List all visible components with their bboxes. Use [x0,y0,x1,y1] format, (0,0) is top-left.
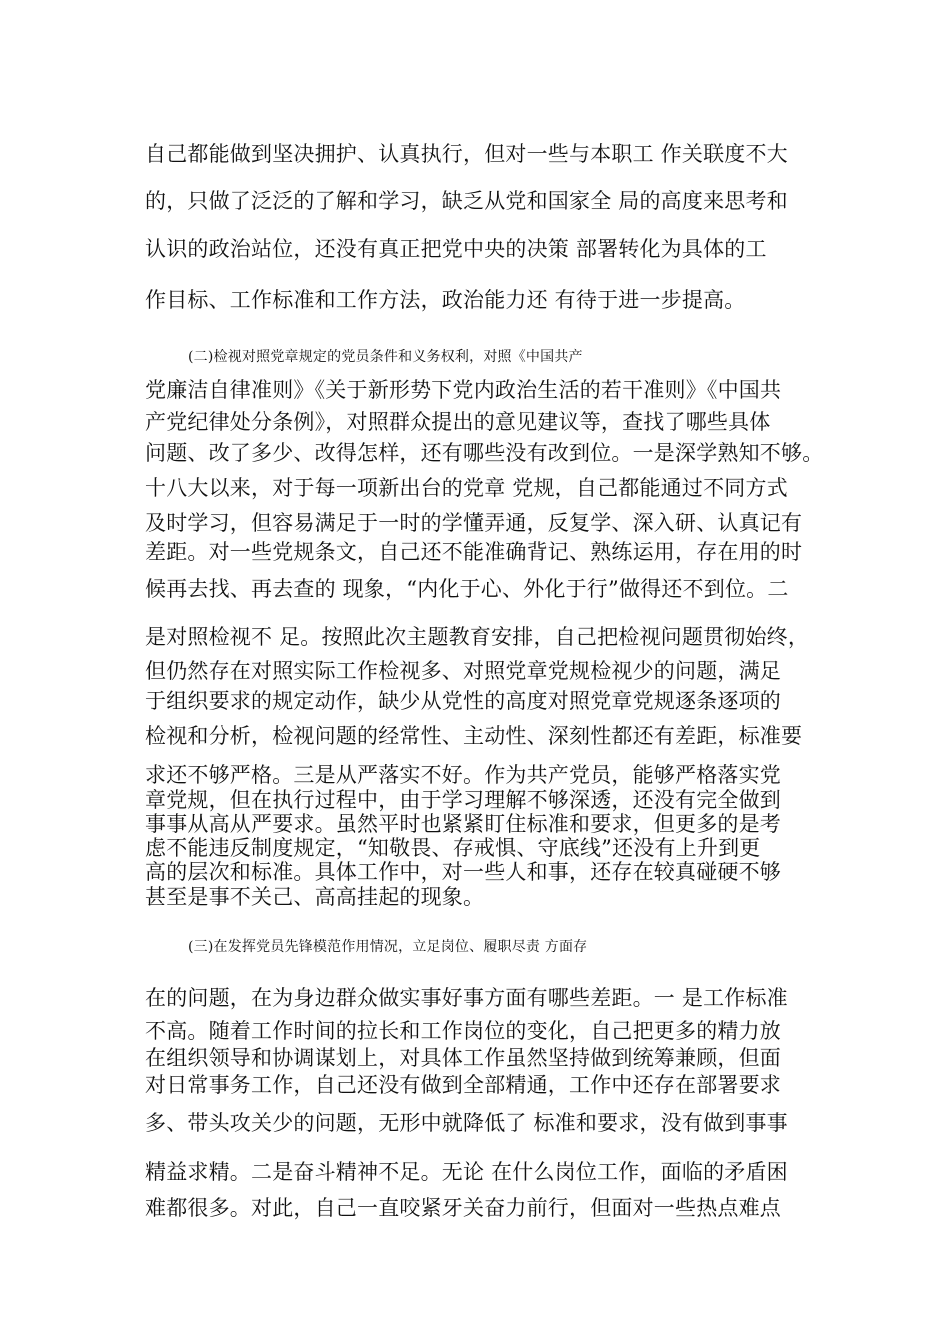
text-line: 产党纪律处分条例》，对照群众提出的意见建议等，查找了哪些具体 [145,410,771,434]
text-line: 的，只做了泛泛的了解和学习，缺乏从党和国家全 局的高度来思考和 [145,189,788,213]
text-line: 认识的政治站位，还没有真正把党中央的决策 部署转化为具体的工 [145,237,767,261]
text-line: 在组织领导和协调谋划上，对具体工作虽然坚持做到统筹兼顾，但面 [145,1046,781,1070]
text-line: 多、带头攻关少的问题，无形中就降低了 标准和要求，没有做到事事 [145,1111,788,1135]
text-line: 精益求精。二是奋斗精神不足。无论 在什么岗位工作，面临的矛盾困 [145,1160,788,1184]
text-line: 问题、改了多少、改得怎样，还有哪些没有改到位。一是深学熟知不够。 [145,441,824,465]
text-line: 对日常事务工作，自己还没有做到全部精通，工作中还存在部署要求 [145,1073,781,1097]
text-line: 差距。对一些党规条文，自己还不能准确背记、熟练运用，存在用的时 [145,540,803,564]
text-line: 难都很多。对此，自己一直咬紧牙关奋力前行，但面对一些热点难点 [145,1196,781,1220]
text-line: 自己都能做到坚决拥护、认真执行，但对一些与本职工 作关联度不大 [145,142,788,166]
text-line: 作目标、工作标准和工作方法，政治能力还 有待于进一步提高。 [145,288,746,312]
text-line: 及时学习，但容易满足于一时的学懂弄通，反复学、深入研、认真记有 [145,511,803,535]
text-line: 是对照检视不 足。按照此次主题教育安排，自己把检视问题贯彻始终， [145,625,810,649]
text-line: 求还不够严格。三是从严落实不好。作为共产党员，能够严格落实党 [145,763,781,787]
text-line: 甚至是事不关己、高高挂起的现象。 [145,885,485,909]
text-line: 不高。随着工作时间的拉长和工作岗位的变化，自己把更多的精力放 [145,1019,781,1043]
text-line: 虑不能违反制度规定，“知敬畏、存戒惧、守底线”还没有上升到更 [145,836,761,860]
text-line: 候再去找、再去查的 现象，“内化于心、外化于行”做得还不到位。二 [145,577,789,601]
paragraph-heading-3: (三)在发挥党员先锋模范作用情况，立足岗位、履职尽责 方面存 [188,939,588,955]
text-line: 在的问题，在为身边群众做实事好事方面有哪些差距。一 是工作标准 [145,986,788,1010]
text-line: 于组织要求的规定动作，缺少从党性的高度对照党章党规逐条逐项的 [145,689,781,713]
text-line: 党廉洁自律准则》《关于新形势下党内政治生活的若干准则》《中国共 [145,378,782,402]
text-line: 高的层次和标准。具体工作中，对一些人和事，还存在较真碰硬不够 [145,860,781,884]
text-line: 十八大以来，对于每一项新出台的党章 党规，自己都能通过不同方式 [145,476,788,500]
text-line: 事事从高从严要求。虽然平时也紧紧盯住标准和要求，但更多的是考 [145,812,781,836]
paragraph-heading-2: (二)检视对照党章规定的党员条件和义务权利，对照《中国共产 [188,349,583,365]
text-line: 但仍然存在对照实际工作检视多、对照党章党规检视少的问题，满足 [145,659,781,683]
text-line: 检视和分析，检视问题的经常性、主动性、深刻性都还有差距，标准要 [145,724,803,748]
text-line: 章党规，但在执行过程中，由于学习理解不够深透，还没有完全做到 [145,788,781,812]
